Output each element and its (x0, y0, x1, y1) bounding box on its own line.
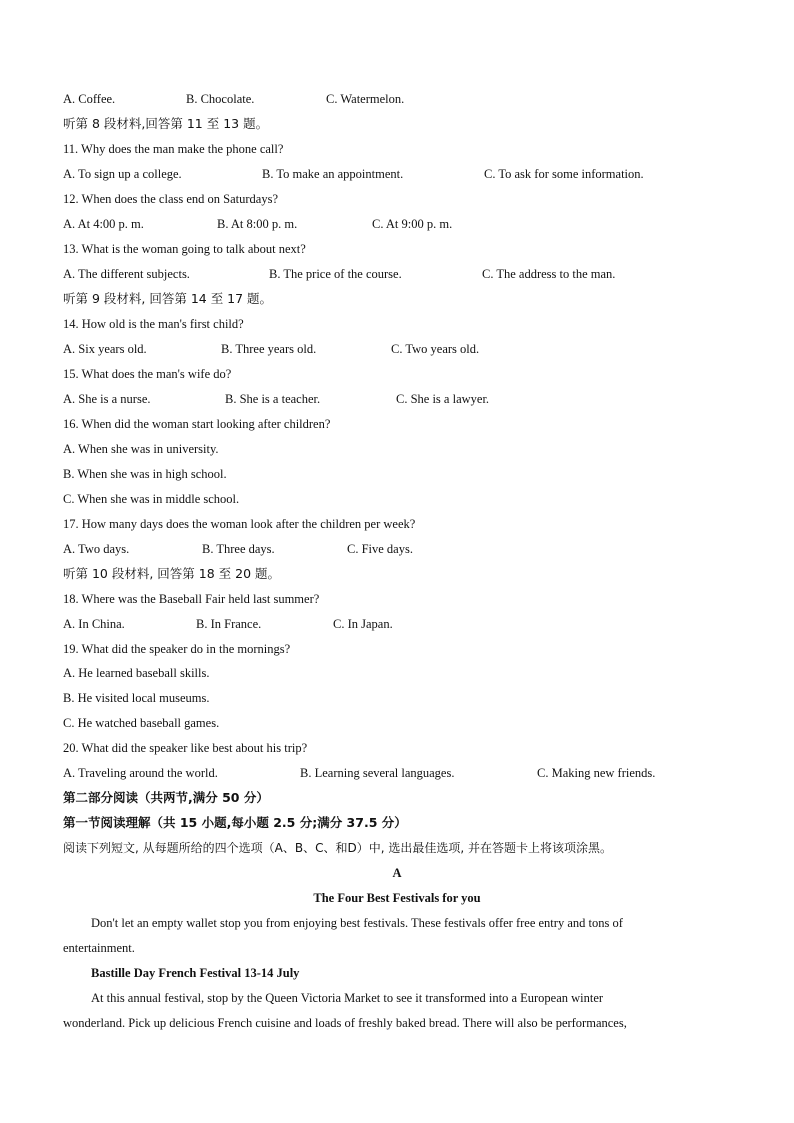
q17-option-c: C. Five days. (347, 542, 413, 556)
q15-option-b: B. She is a teacher. (225, 392, 321, 406)
q15-option-c: C. She is a lawyer. (396, 392, 490, 406)
q11-option-b: B. To make an appointment. (262, 167, 404, 181)
reading-instruction: 阅读下列短文, 从每题所给的四个选项（A、B、C、和D）中, 选出最佳选项, 并在答题卡上将该项涂黑。 (63, 841, 612, 855)
q16-option-a: A. When she was in university. (63, 442, 219, 456)
q16-option-c: C. When she was in middle school. (63, 492, 240, 506)
passage-para2-line2: wonderland. Pick up delicious French cuisine and loads of freshly baked bread. There will also be performances, (63, 1016, 627, 1030)
q18-option-a: A. In China. (63, 617, 125, 631)
q10-option-c: C. Watermelon. (326, 92, 405, 106)
section-8-heading: 听第 8 段材料,回答第 11 至 13 题。 (63, 116, 269, 131)
passage-para2-line1: At this annual festival, stop by the Queen Victoria Market to see it transformed into a European winter (91, 991, 604, 1005)
q12-question: 12. When does the class end on Saturdays? (63, 192, 278, 206)
q12-option-b: B. At 8:00 p. m. (217, 217, 298, 231)
q18-option-c: C. In Japan. (333, 617, 393, 631)
q19-option-a: A. He learned baseball skills. (63, 666, 210, 680)
q11-option-c: C. To ask for some information. (484, 167, 644, 181)
q20-option-a: A. Traveling around the world. (63, 766, 218, 780)
q13-question: 13. What is the woman going to talk about next? (63, 242, 306, 256)
q11-question: 11. Why does the man make the phone call? (63, 142, 284, 156)
passage-para1-line2: entertainment. (63, 941, 135, 955)
q19-question: 19. What did the speaker do in the mornings? (63, 642, 291, 656)
section-9-heading: 听第 9 段材料, 回答第 14 至 17 题。 (63, 291, 273, 306)
q17-question: 17. How many days does the woman look after the children per week? (63, 517, 416, 531)
q19-option-c: C. He watched baseball games. (63, 716, 220, 730)
passage-subheading: Bastille Day French Festival 13-14 July (91, 966, 300, 980)
q16-option-b: B. When she was in high school. (63, 467, 227, 481)
q11-option-a: A. To sign up a college. (63, 167, 182, 181)
q14-option-a: A. Six years old. (63, 342, 147, 356)
q13-option-a: A. The different subjects. (63, 267, 190, 281)
q15-question: 15. What does the man's wife do? (63, 367, 232, 381)
q13-option-b: B. The price of the course. (269, 267, 402, 281)
q20-option-c: C. Making new friends. (537, 766, 656, 780)
q18-question: 18. Where was the Baseball Fair held last summer? (63, 592, 320, 606)
part2-section1-title: 第一节阅读理解（共 15 小题,每小题 2.5 分;满分 37.5 分） (63, 815, 407, 830)
q18-option-b: B. In France. (196, 617, 262, 631)
q20-option-b: B. Learning several languages. (300, 766, 455, 780)
q12-option-a: A. At 4:00 p. m. (63, 217, 144, 231)
q10-option-a: A. Coffee. (63, 92, 116, 106)
passage-title: The Four Best Festivals for you (313, 891, 481, 905)
part2-title: 第二部分阅读（共两节,满分 50 分） (63, 790, 269, 805)
q17-option-a: A. Two days. (63, 542, 130, 556)
q10-option-b: B. Chocolate. (186, 92, 255, 106)
q14-option-c: C. Two years old. (391, 342, 480, 356)
passage-letter: A (392, 866, 402, 880)
section-10-heading: 听第 10 段材料, 回答第 18 至 20 题。 (63, 566, 281, 581)
q15-option-a: A. She is a nurse. (63, 392, 151, 406)
q16-question: 16. When did the woman start looking after children? (63, 417, 331, 431)
q13-option-c: C. The address to the man. (482, 267, 616, 281)
q14-question: 14. How old is the man's first child? (63, 317, 244, 331)
q19-option-b: B. He visited local museums. (63, 691, 210, 705)
q14-option-b: B. Three years old. (221, 342, 317, 356)
passage-para1-line1: Don't let an empty wallet stop you from enjoying best festivals. These festivals offer free entry and tons of (91, 916, 623, 930)
q17-option-b: B. Three days. (202, 542, 275, 556)
q20-question: 20. What did the speaker like best about his trip? (63, 741, 308, 755)
q12-option-c: C. At 9:00 p. m. (372, 217, 453, 231)
